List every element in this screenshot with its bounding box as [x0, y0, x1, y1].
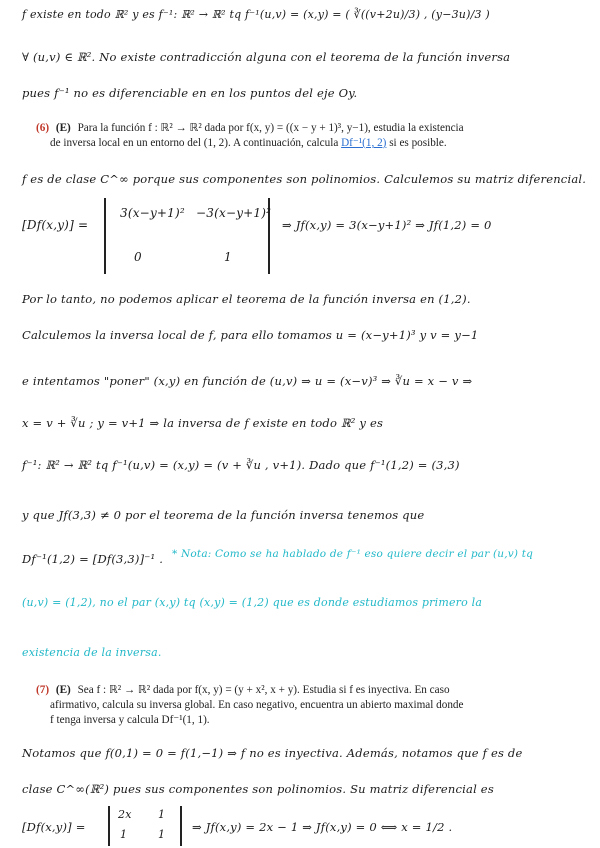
problem-7-text-b: afirmativo, calcula su inversa global. En caso negativo, encuentra un abierto maximal donde: [50, 699, 464, 711]
matrix-1-c: 0: [134, 250, 142, 264]
matrix-1-lhs: [Df(x,y)] =: [22, 218, 89, 232]
problem-6-highlight: Df⁻¹(1, 2): [341, 137, 387, 149]
handwritten-line-3: pues f⁻¹ no es diferenciable en en los puntos del eje Oy.: [22, 86, 358, 100]
matrix-2-a: 2x: [118, 808, 132, 821]
handwritten-line-9: f⁻¹: ℝ² → ℝ² tq f⁻¹(u,v) = (x,y) = (v + ∛u , v+1). Dado que f⁻¹(1,2) = (3,3): [22, 458, 460, 472]
matrix-2-rhs: ⇒ Jf(x,y) = 2x − 1 ⇒ Jf(x,y) = 0 ⟺ x = 1/2 .: [192, 820, 453, 834]
handwritten-line-10: y que Jf(3,3) ≠ 0 por el teorema de la función inversa tenemos que: [22, 508, 425, 522]
problem-6-text-c: si es posible.: [389, 137, 447, 149]
matrix-1-rhs: ⇒ Jf(x,y) = 3(x−y+1)² ⇒ Jf(1,2) = 0: [282, 218, 492, 232]
handwritten-line-2: ∀ (u,v) ∈ ℝ². No existe contradicción alguna con el teorema de la función inversa: [22, 50, 511, 64]
problem-6-number: (6): [36, 122, 50, 134]
problem-7-text-c: f tenga inversa y calcula Df⁻¹(1, 1).: [50, 714, 210, 726]
handwritten-line-7: e intentamos "poner" (x,y) en función de (u,v) ⇒ u = (x−v)³ ⇒ ∛u = x − v ⇒: [22, 374, 473, 388]
problem-7-text-a: Sea f : ℝ² → ℝ² dada por f(x, y) = (y + x², x + y). Estudia si f es inyectiva. En caso: [77, 684, 450, 696]
handwritten-line-8: x = v + ∛u ; y = v+1 ⇒ la inversa de f existe en todo ℝ² y es: [22, 416, 384, 430]
handwritten-line-4: f es de clase C^∞ porque sus componentes son polinomios. Calculemos su matriz diferencial.: [22, 172, 587, 186]
matrix-2-lhs: [Df(x,y)] =: [22, 820, 86, 834]
problem-6-label: (E): [55, 122, 71, 134]
note-line-3: existencia de la inversa.: [22, 646, 162, 659]
problem-7-number: (7): [36, 684, 50, 696]
handwritten-line-5: Por lo tanto, no podemos aplicar el teorema de la función inversa en (1,2).: [22, 292, 471, 306]
handwritten-line-6: Calculemos la inversa local de f, para ello tomamos u = (x−y+1)³ y v = y−1: [22, 328, 479, 342]
problem-6-statement: [36, 121, 576, 151]
matrix-2-d: 1: [158, 828, 166, 841]
problem-7-label: (E): [55, 684, 71, 696]
matrix-1-b: −3(x−y+1)²: [196, 206, 272, 220]
matrix-1-d: 1: [224, 250, 232, 264]
matrix-2-b: 1: [158, 808, 166, 821]
handwritten-line-11a: Df⁻¹(1,2) = [Df(3,3)]⁻¹ .: [22, 552, 164, 566]
handwritten-line-15: clase C^∞(ℝ²) pues sus componentes son polinomios. Su matriz diferencial es: [22, 782, 494, 796]
handwritten-line-14: Notamos que f(0,1) = 0 = f(1,−1) ⇒ f no es inyectiva. Además, notamos que f es de: [22, 746, 523, 760]
matrix-2-c: 1: [120, 828, 128, 841]
problem-6-text-b: de inversa local en un entorno del (1, 2). A continuación, calcula: [50, 137, 339, 149]
problem-7-statement: [36, 683, 576, 728]
handwritten-line-1: f existe en todo ℝ² y es f⁻¹: ℝ² → ℝ² tq f⁻¹(u,v) = (x,y) = ( ∛((v+2u)/3) , (y−3u)/3 ): [22, 8, 490, 21]
problem-6-text-a: Para la función f : ℝ² → ℝ² dada por f(x, y) = ((x − y + 1)³, y−1), estudia la existencia: [77, 122, 464, 134]
note-line-2: (u,v) = (1,2), no el par (x,y) tq (x,y) = (1,2) que es donde estudiamos primero la: [22, 596, 483, 609]
note-line-1: * Nota: Como se ha hablado de f⁻¹ eso quiere decir el par (u,v) tq: [172, 548, 534, 560]
matrix-1-a: 3(x−y+1)²: [120, 206, 185, 220]
